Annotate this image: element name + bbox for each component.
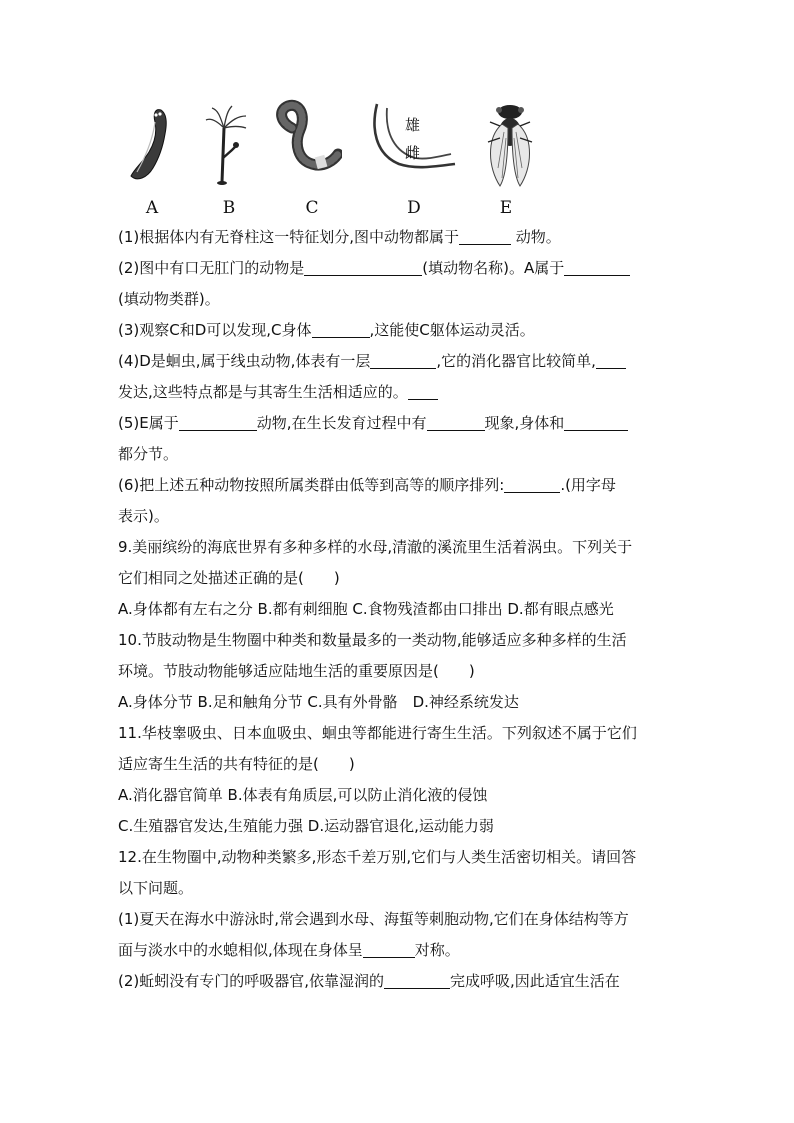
text-line: [118, 904, 678, 935]
figure-c-earthworm: [272, 98, 342, 188]
female-label: 雌: [405, 144, 421, 162]
answer-blank[interactable]: [363, 939, 415, 958]
line-text: 完成呼吸,因此适宜生活在: [450, 972, 620, 990]
answer-blank[interactable]: [370, 350, 436, 369]
animal-figures: [110, 98, 570, 223]
line-text: ,这能使C躯体运动灵活。: [369, 321, 535, 339]
text-line: [118, 408, 678, 439]
line-text: 适应寄生生活的共有特征的是( ): [118, 755, 355, 773]
figure-label-c: C: [305, 198, 319, 218]
text-line: [118, 315, 678, 346]
line-text: C.生殖器官发达,生殖能力强 D.运动器官退化,运动能力弱: [118, 817, 494, 835]
male-label: 雄: [405, 116, 421, 134]
text-line: [118, 718, 678, 749]
line-text: A.身体都有左右之分 B.都有刺细胞 C.食物残渣都由口排出 D.都有眼点感光: [118, 600, 614, 618]
text-line: [118, 966, 678, 997]
figure-label-d: D: [407, 198, 421, 218]
text-line: [118, 811, 678, 842]
answer-blank[interactable]: [459, 226, 511, 245]
figure-d-roundworm: [365, 98, 465, 188]
answer-blank[interactable]: [596, 350, 626, 369]
text-line: [118, 532, 678, 563]
line-text: ,它的消化器官比较简单,: [436, 352, 596, 370]
figure-label-e: E: [499, 198, 513, 218]
text-line: [118, 842, 678, 873]
text-line: [118, 625, 678, 656]
line-text: (1)夏天在海水中游泳时,常会遇到水母、海蜇等刺胞动物,它们在身体结构等方: [118, 910, 629, 928]
question-text: [118, 222, 678, 997]
line-text: 对称。: [414, 941, 460, 959]
answer-blank[interactable]: [504, 474, 560, 493]
figure-label-a: A: [145, 198, 159, 218]
text-line: [118, 501, 678, 532]
line-text: (填动物名称)。A属于: [422, 259, 565, 277]
text-line: [118, 222, 678, 253]
answer-blank[interactable]: [304, 257, 422, 276]
line-text: (3)观察C和D可以发现,C身体: [118, 321, 312, 339]
line-text: 动物,在生长发育过程中有: [256, 414, 427, 432]
answer-blank[interactable]: [384, 970, 450, 989]
text-line: [118, 687, 678, 718]
figure-label-b: B: [222, 198, 236, 218]
text-line: [118, 780, 678, 811]
text-line: [118, 563, 678, 594]
text-line: [118, 439, 678, 470]
line-text: A.消化器官简单 B.体表有角质层,可以防止消化液的侵蚀: [118, 786, 488, 804]
answer-blank[interactable]: [408, 381, 438, 400]
line-text: 10.节肢动物是生物圈中种类和数量最多的一类动物,能够适应多种多样的生活: [118, 631, 627, 649]
line-text: 现象,身体和: [484, 414, 565, 432]
line-text: 都分节。: [118, 445, 179, 463]
line-text: 发达,这些特点都是与其寄生生活相适应的。: [118, 383, 408, 401]
line-text: (6)把上述五种动物按照所属类群由低等到高等的顺序排列:: [118, 476, 505, 494]
text-line: [118, 470, 678, 501]
figure-b-hydra: [202, 98, 252, 188]
answer-blank[interactable]: [427, 412, 485, 431]
line-text: (1)根据体内有无脊柱这一特征划分,图中动物都属于: [118, 228, 460, 246]
text-line: [118, 346, 678, 377]
line-text: 以下问题。: [118, 879, 194, 897]
text-line: [118, 873, 678, 904]
line-text: 9.美丽缤纷的海底世界有多种多样的水母,清澈的溪流里生活着涡虫。下列关于: [118, 538, 633, 556]
line-text: .(用字母: [560, 476, 616, 494]
line-text: 表示)。: [118, 507, 169, 525]
line-text: (2)图中有口无肛门的动物是: [118, 259, 305, 277]
line-text: 动物。: [511, 228, 561, 246]
line-text: (4)D是蛔虫,属于线虫动物,体表有一层: [118, 352, 371, 370]
text-line: [118, 253, 678, 284]
text-line: [118, 284, 678, 315]
line-text: 11.华枝睾吸虫、日本血吸虫、蛔虫等都能进行寄生生活。下列叙述不属于它们: [118, 724, 637, 742]
text-line: [118, 594, 678, 625]
answer-blank[interactable]: [312, 319, 370, 338]
answer-blank[interactable]: [564, 412, 628, 431]
answer-blank[interactable]: [564, 257, 630, 276]
line-text: A.身体分节 B.足和触角分节 C.具有外骨骼 D.神经系统发达: [118, 693, 519, 711]
line-text: 面与淡水中的水螅相似,体现在身体呈: [118, 941, 363, 959]
line-text: (填动物类群)。: [118, 290, 220, 308]
figure-a-planarian: [125, 98, 175, 188]
text-line: [118, 377, 678, 408]
line-text: 它们相同之处描述正确的是( ): [118, 569, 340, 587]
answer-blank[interactable]: [179, 412, 257, 431]
line-text: (5)E属于: [118, 414, 179, 432]
text-line: [118, 749, 678, 780]
line-text: (2)蚯蚓没有专门的呼吸器官,依靠湿润的: [118, 972, 385, 990]
figure-e-cicada: [480, 98, 540, 190]
text-line: [118, 656, 678, 687]
text-line: [118, 935, 678, 966]
line-text: 环境。节肢动物能够适应陆地生活的重要原因是( ): [118, 662, 475, 680]
line-text: 12.在生物圈中,动物种类繁多,形态千差万别,它们与人类生活密切相关。请回答: [118, 848, 637, 866]
